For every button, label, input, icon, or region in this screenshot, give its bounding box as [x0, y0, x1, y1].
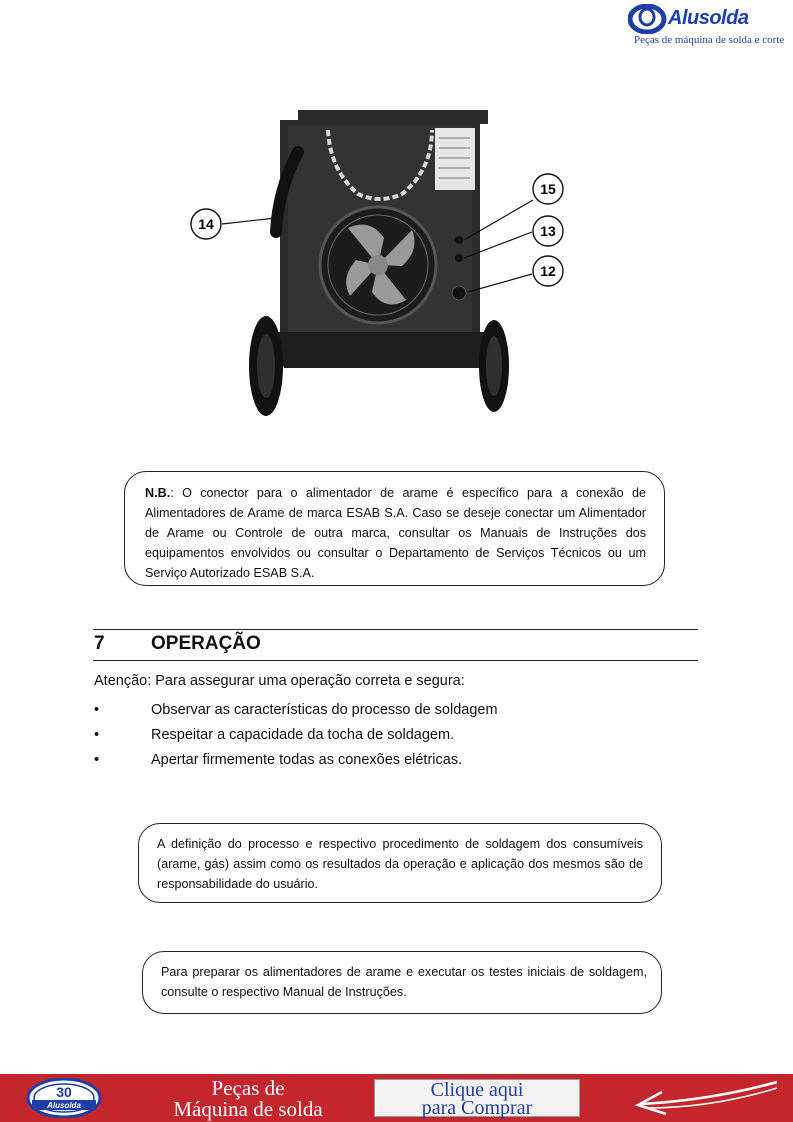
section-title: OPERAÇÃO: [151, 633, 261, 654]
bullet-text: Respeitar a capacidade da tocha de soldagem.: [151, 727, 455, 743]
callout-14: 14: [198, 216, 214, 232]
section-rule-bottom: [93, 660, 698, 661]
responsibility-note-box: [138, 823, 662, 903]
welding-machine-illustration: [180, 100, 600, 430]
footer-promo: [128, 1078, 368, 1120]
nb-label: N.B.: [145, 486, 171, 500]
callout-13: 13: [540, 223, 556, 239]
section-number: 7: [94, 633, 105, 654]
cta-line-2: para Comprar: [421, 1097, 533, 1119]
nb-note-box: [124, 471, 665, 586]
callout-15: 15: [540, 181, 556, 197]
brand-name: Alusolda: [668, 7, 749, 29]
brand-logo: [628, 4, 788, 50]
bullet-text: Apertar firmemente todas as conexões elétricas.: [151, 752, 463, 768]
manual-note-text: Para preparar os alimentadores de arame e executar os testes iniciais de soldagem, consulte o respectivo Manual de Instruções.: [161, 965, 647, 999]
bullet-symbol: •: [94, 752, 100, 768]
section-intro: Atenção: Para assegurar uma operação correta e segura:: [94, 673, 465, 689]
anniversary-badge-icon: [26, 1078, 102, 1118]
brand-tagline: Peças de máquina de solda e corte: [634, 34, 785, 46]
bullet-text: Observar as características do processo de soldagem: [151, 702, 498, 718]
buy-button[interactable]: [374, 1079, 580, 1117]
nb-text: : O conector para o alimentador de arame é específico para a conexão de Alimentadores de Arame de marca ESAB S.A. Caso se deseje conectar um Alimentador de Arame ou Controle de outra marca, consultar os Manuais de Instruções dos equipamentos envolvidos ou consultar o Departamento de Serviços Técnicos ou um Serviço Autorizado ESAB S.A.: [145, 486, 646, 580]
bullet-symbol: •: [94, 727, 100, 743]
bullet-symbol: •: [94, 702, 100, 718]
section-rule-top: [93, 629, 698, 630]
promo-line-2: Máquina de solda: [173, 1097, 323, 1121]
product-figure: [180, 100, 600, 430]
badge-brand: Alusolda: [47, 1101, 81, 1110]
cta-line-1: Clique aqui: [430, 1079, 524, 1101]
badge-number: 30: [56, 1084, 72, 1100]
promo-line-1: Peças de: [211, 1076, 285, 1100]
arrow-left-icon: [632, 1078, 782, 1118]
callout-12: 12: [540, 263, 556, 279]
footer-banner[interactable]: [0, 1074, 793, 1122]
alusolda-logo-icon: [628, 4, 668, 34]
manual-note-box: [142, 951, 662, 1014]
responsibility-note-text: A definição do processo e respectivo procedimento de soldagem dos consumíveis (arame, gás) assim como os resultados da operação e aplicação dos mesmos são de responsabilidade do usuário.: [157, 837, 643, 891]
